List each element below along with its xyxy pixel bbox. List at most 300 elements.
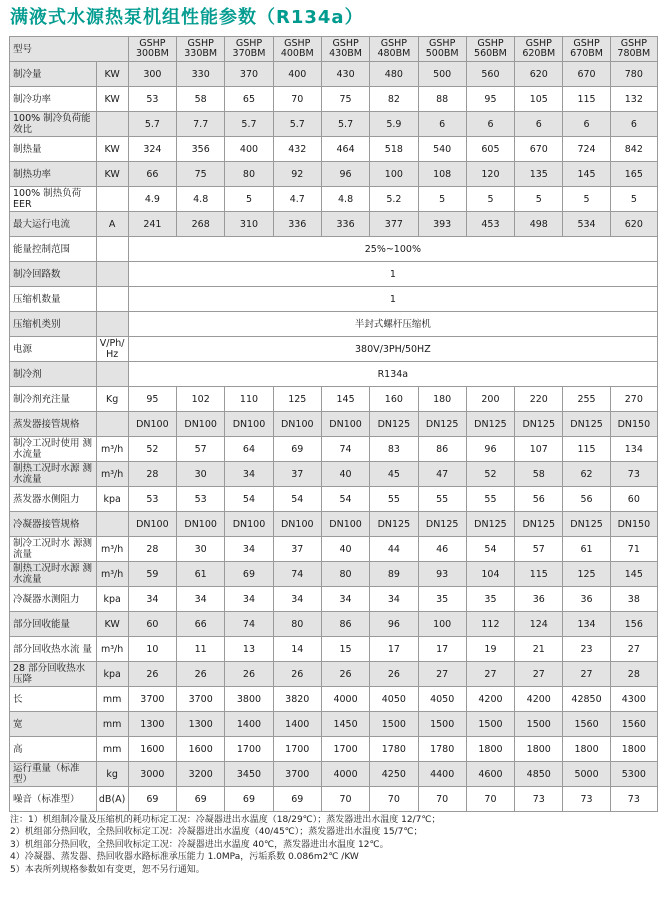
value-cell: 534 bbox=[563, 212, 610, 237]
value-cell: 1400 bbox=[225, 712, 273, 737]
table-row bbox=[10, 337, 658, 362]
table-row bbox=[10, 187, 658, 212]
value-cell: DN100 bbox=[321, 412, 369, 437]
row-label: 28 部分回收热水 压降 bbox=[10, 662, 97, 687]
value-cell: 34 bbox=[273, 587, 321, 612]
value-cell: 5 bbox=[515, 187, 563, 212]
value-cell: 70 bbox=[273, 87, 321, 112]
table-row bbox=[10, 487, 658, 512]
table-row bbox=[10, 137, 658, 162]
row-unit bbox=[96, 287, 128, 312]
value-cell: 69 bbox=[273, 787, 321, 812]
model-header-cell: GSHP 780BM bbox=[610, 37, 657, 62]
value-cell: 70 bbox=[370, 787, 418, 812]
value-cell: 100 bbox=[418, 612, 466, 637]
row-label: 制冷工况时水 源测流量 bbox=[10, 537, 97, 562]
value-cell: 842 bbox=[610, 137, 657, 162]
value-cell: DN125 bbox=[563, 512, 610, 537]
row-unit: kpa bbox=[96, 662, 128, 687]
merged-value-cell: 25%~100% bbox=[128, 237, 657, 262]
row-label: 电源 bbox=[10, 337, 97, 362]
value-cell: 1450 bbox=[321, 712, 369, 737]
value-cell: 145 bbox=[321, 387, 369, 412]
model-header-cell: GSHP 500BM bbox=[418, 37, 466, 62]
table-row bbox=[10, 112, 658, 137]
footnotes bbox=[10, 814, 658, 876]
value-cell: 5.2 bbox=[370, 187, 418, 212]
value-cell: 45 bbox=[370, 462, 418, 487]
value-cell: 69 bbox=[177, 787, 225, 812]
value-cell: 268 bbox=[177, 212, 225, 237]
value-cell: 4000 bbox=[321, 762, 369, 787]
value-cell: 66 bbox=[128, 162, 176, 187]
value-cell: 95 bbox=[466, 87, 514, 112]
row-label: 蒸发器水侧阻力 bbox=[10, 487, 97, 512]
value-cell: DN125 bbox=[370, 512, 418, 537]
value-cell: 5 bbox=[466, 187, 514, 212]
value-cell: 102 bbox=[177, 387, 225, 412]
value-cell: 100 bbox=[370, 162, 418, 187]
value-cell: 58 bbox=[177, 87, 225, 112]
value-cell: 377 bbox=[370, 212, 418, 237]
value-cell: 3800 bbox=[225, 687, 273, 712]
value-cell: 180 bbox=[418, 387, 466, 412]
value-cell: 88 bbox=[418, 87, 466, 112]
value-cell: 92 bbox=[273, 162, 321, 187]
table-row bbox=[10, 637, 658, 662]
value-cell: 73 bbox=[563, 787, 610, 812]
value-cell: 80 bbox=[225, 162, 273, 187]
table-row bbox=[10, 537, 658, 562]
value-cell: 53 bbox=[128, 87, 176, 112]
value-cell: 57 bbox=[177, 437, 225, 462]
value-cell: 34 bbox=[177, 587, 225, 612]
row-unit: dB(A) bbox=[96, 787, 128, 812]
table-row bbox=[10, 212, 658, 237]
value-cell: 47 bbox=[418, 462, 466, 487]
row-unit bbox=[96, 362, 128, 387]
model-header-row bbox=[10, 37, 658, 62]
note-line: 4）冷凝器、蒸发器、热回收器水路标准承压能力 1.0MPa，污垢系数 0.086m2℃ /KW bbox=[10, 852, 359, 863]
table-row bbox=[10, 87, 658, 112]
value-cell: 6 bbox=[418, 112, 466, 137]
row-unit bbox=[96, 112, 128, 137]
value-cell: 5.7 bbox=[225, 112, 273, 137]
value-cell: 4050 bbox=[418, 687, 466, 712]
value-cell: 30 bbox=[177, 537, 225, 562]
value-cell: 69 bbox=[128, 787, 176, 812]
row-label: 冷凝器接管规格 bbox=[10, 512, 97, 537]
row-unit: kg bbox=[96, 762, 128, 787]
row-unit: KW bbox=[96, 62, 128, 87]
value-cell: 120 bbox=[466, 162, 514, 187]
value-cell: 38 bbox=[610, 587, 657, 612]
row-label: 制冷工况时使用 测水流量 bbox=[10, 437, 97, 462]
table-row bbox=[10, 737, 658, 762]
row-unit: m³/h bbox=[96, 637, 128, 662]
value-cell: 21 bbox=[515, 637, 563, 662]
value-cell: 464 bbox=[321, 137, 369, 162]
value-cell: 96 bbox=[466, 437, 514, 462]
value-cell: 145 bbox=[610, 562, 657, 587]
value-cell: 73 bbox=[515, 787, 563, 812]
value-cell: 112 bbox=[466, 612, 514, 637]
value-cell: 255 bbox=[563, 387, 610, 412]
row-label: 压缩机数量 bbox=[10, 287, 97, 312]
value-cell: 3000 bbox=[128, 762, 176, 787]
row-unit bbox=[96, 237, 128, 262]
value-cell: 40 bbox=[321, 537, 369, 562]
value-cell: 132 bbox=[610, 87, 657, 112]
value-cell: 74 bbox=[225, 612, 273, 637]
note-line: 5）本表所列规格参数如有变更，恕不另行通知。 bbox=[10, 864, 205, 875]
table-row bbox=[10, 662, 658, 687]
value-cell: 1700 bbox=[273, 737, 321, 762]
value-cell: 4000 bbox=[321, 687, 369, 712]
value-cell: 400 bbox=[225, 137, 273, 162]
model-header-cell: GSHP 430BM bbox=[321, 37, 369, 62]
value-cell: 40 bbox=[321, 462, 369, 487]
row-unit bbox=[96, 187, 128, 212]
model-header-cell: GSHP 560BM bbox=[466, 37, 514, 62]
value-cell: 4050 bbox=[370, 687, 418, 712]
table-row bbox=[10, 762, 658, 787]
value-cell: 200 bbox=[466, 387, 514, 412]
value-cell: 1300 bbox=[128, 712, 176, 737]
table-row bbox=[10, 237, 658, 262]
value-cell: 370 bbox=[225, 62, 273, 87]
value-cell: 65 bbox=[225, 87, 273, 112]
value-cell: 28 bbox=[610, 662, 657, 687]
value-cell: DN100 bbox=[177, 412, 225, 437]
table-row bbox=[10, 62, 658, 87]
row-unit bbox=[96, 262, 128, 287]
value-cell: 10 bbox=[128, 637, 176, 662]
value-cell: 270 bbox=[610, 387, 657, 412]
value-cell: 1800 bbox=[563, 737, 610, 762]
value-cell: 17 bbox=[418, 637, 466, 662]
value-cell: 125 bbox=[563, 562, 610, 587]
value-cell: 336 bbox=[321, 212, 369, 237]
value-cell: 55 bbox=[370, 487, 418, 512]
value-cell: 62 bbox=[563, 462, 610, 487]
value-cell: 4200 bbox=[515, 687, 563, 712]
value-cell: 125 bbox=[273, 387, 321, 412]
value-cell: 70 bbox=[466, 787, 514, 812]
value-cell: 518 bbox=[370, 137, 418, 162]
row-label: 部分回收能量 bbox=[10, 612, 97, 637]
value-cell: DN100 bbox=[321, 512, 369, 537]
value-cell: 780 bbox=[610, 62, 657, 87]
value-cell: 1500 bbox=[418, 712, 466, 737]
value-cell: 70 bbox=[321, 787, 369, 812]
model-header-cell: GSHP 670BM bbox=[563, 37, 610, 62]
value-cell: 330 bbox=[177, 62, 225, 87]
value-cell: DN100 bbox=[177, 512, 225, 537]
row-label: 制冷量 bbox=[10, 62, 97, 87]
value-cell: 1600 bbox=[128, 737, 176, 762]
row-unit: KW bbox=[96, 162, 128, 187]
value-cell: DN125 bbox=[515, 412, 563, 437]
value-cell: 57 bbox=[515, 537, 563, 562]
value-cell: DN125 bbox=[515, 512, 563, 537]
note-line: 3）机组部分热回收，全热回收标定工况：冷凝器进出水温度 40℃，蒸发器进出水温度 12℃。 bbox=[10, 839, 389, 850]
value-cell: 74 bbox=[321, 437, 369, 462]
value-cell: 19 bbox=[466, 637, 514, 662]
value-cell: 4.7 bbox=[273, 187, 321, 212]
value-cell: 135 bbox=[515, 162, 563, 187]
value-cell: 26 bbox=[225, 662, 273, 687]
model-header-cell: GSHP 480BM bbox=[370, 37, 418, 62]
value-cell: 27 bbox=[466, 662, 514, 687]
value-cell: 1560 bbox=[610, 712, 657, 737]
value-cell: 3200 bbox=[177, 762, 225, 787]
value-cell: DN125 bbox=[418, 512, 466, 537]
value-cell: 110 bbox=[225, 387, 273, 412]
value-cell: 30 bbox=[177, 462, 225, 487]
value-cell: 73 bbox=[610, 462, 657, 487]
row-unit: KW bbox=[96, 87, 128, 112]
value-cell: 60 bbox=[128, 612, 176, 637]
value-cell: 13 bbox=[225, 637, 273, 662]
row-unit: mm bbox=[96, 737, 128, 762]
value-cell: 73 bbox=[610, 787, 657, 812]
value-cell: 400 bbox=[273, 62, 321, 87]
value-cell: 4850 bbox=[515, 762, 563, 787]
merged-value-cell: 1 bbox=[128, 262, 657, 287]
value-cell: 7.7 bbox=[177, 112, 225, 137]
value-cell: 5 bbox=[225, 187, 273, 212]
value-cell: 5.7 bbox=[273, 112, 321, 137]
value-cell: 1800 bbox=[515, 737, 563, 762]
value-cell: 82 bbox=[370, 87, 418, 112]
value-cell: 26 bbox=[321, 662, 369, 687]
row-label: 能量控制范围 bbox=[10, 237, 97, 262]
row-label: 最大运行电流 bbox=[10, 212, 97, 237]
value-cell: 3450 bbox=[225, 762, 273, 787]
value-cell: 69 bbox=[225, 787, 273, 812]
value-cell: 1700 bbox=[225, 737, 273, 762]
value-cell: 1800 bbox=[610, 737, 657, 762]
value-cell: 58 bbox=[515, 462, 563, 487]
value-cell: 670 bbox=[563, 62, 610, 87]
row-unit: mm bbox=[96, 712, 128, 737]
row-label: 宽 bbox=[10, 712, 97, 737]
value-cell: 54 bbox=[321, 487, 369, 512]
value-cell: 36 bbox=[515, 587, 563, 612]
row-label: 制热工况时水源 测水流量 bbox=[10, 562, 97, 587]
value-cell: 3700 bbox=[128, 687, 176, 712]
value-cell: DN100 bbox=[128, 412, 176, 437]
value-cell: 26 bbox=[177, 662, 225, 687]
value-cell: 605 bbox=[466, 137, 514, 162]
value-cell: 4600 bbox=[466, 762, 514, 787]
value-cell: 6 bbox=[515, 112, 563, 137]
row-unit: kpa bbox=[96, 487, 128, 512]
value-cell: 3820 bbox=[273, 687, 321, 712]
row-label: 冷凝器水测阻力 bbox=[10, 587, 97, 612]
value-cell: 69 bbox=[225, 562, 273, 587]
value-cell: 134 bbox=[610, 437, 657, 462]
row-label: 制热工况时水源 测水流量 bbox=[10, 462, 97, 487]
value-cell: 105 bbox=[515, 87, 563, 112]
value-cell: DN150 bbox=[610, 412, 657, 437]
value-cell: 53 bbox=[177, 487, 225, 512]
value-cell: 145 bbox=[563, 162, 610, 187]
value-cell: 5 bbox=[418, 187, 466, 212]
table-row bbox=[10, 312, 658, 337]
value-cell: 300 bbox=[128, 62, 176, 87]
row-label: 制热功率 bbox=[10, 162, 97, 187]
value-cell: 61 bbox=[177, 562, 225, 587]
row-unit: mm bbox=[96, 687, 128, 712]
value-cell: 5 bbox=[563, 187, 610, 212]
row-unit: Kg bbox=[96, 387, 128, 412]
value-cell: 220 bbox=[515, 387, 563, 412]
value-cell: 4300 bbox=[610, 687, 657, 712]
merged-value-cell: R134a bbox=[128, 362, 657, 387]
value-cell: 86 bbox=[321, 612, 369, 637]
row-unit: m³/h bbox=[96, 462, 128, 487]
value-cell: DN100 bbox=[225, 412, 273, 437]
table-row bbox=[10, 512, 658, 537]
value-cell: 54 bbox=[273, 487, 321, 512]
value-cell: DN100 bbox=[273, 412, 321, 437]
value-cell: 96 bbox=[370, 612, 418, 637]
row-label: 部分回收热水流 量 bbox=[10, 637, 97, 662]
value-cell: DN125 bbox=[418, 412, 466, 437]
value-cell: 724 bbox=[563, 137, 610, 162]
value-cell: 44 bbox=[370, 537, 418, 562]
value-cell: 34 bbox=[225, 587, 273, 612]
value-cell: DN125 bbox=[466, 412, 514, 437]
value-cell: 54 bbox=[225, 487, 273, 512]
value-cell: 27 bbox=[563, 662, 610, 687]
value-cell: 1400 bbox=[273, 712, 321, 737]
value-cell: 93 bbox=[418, 562, 466, 587]
row-unit: A bbox=[96, 212, 128, 237]
value-cell: 27 bbox=[418, 662, 466, 687]
value-cell: 310 bbox=[225, 212, 273, 237]
value-cell: 620 bbox=[610, 212, 657, 237]
row-unit bbox=[96, 412, 128, 437]
value-cell: 34 bbox=[128, 587, 176, 612]
row-unit: KW bbox=[96, 612, 128, 637]
value-cell: 1500 bbox=[515, 712, 563, 737]
table-row bbox=[10, 162, 658, 187]
value-cell: 124 bbox=[515, 612, 563, 637]
value-cell: 64 bbox=[225, 437, 273, 462]
value-cell: 430 bbox=[321, 62, 369, 87]
value-cell: 36 bbox=[563, 587, 610, 612]
value-cell: 56 bbox=[515, 487, 563, 512]
value-cell: 156 bbox=[610, 612, 657, 637]
row-unit bbox=[96, 512, 128, 537]
value-cell: 52 bbox=[128, 437, 176, 462]
table-row bbox=[10, 687, 658, 712]
value-cell: 324 bbox=[128, 137, 176, 162]
note-line: 注：1）机组制冷量及压缩机的耗功标定工况：冷凝器进出水温度（18/29℃）；蒸发器进出水温度 12/7℃； bbox=[10, 815, 441, 825]
value-cell: 4.8 bbox=[177, 187, 225, 212]
table-row bbox=[10, 437, 658, 462]
row-unit bbox=[96, 312, 128, 337]
value-cell: DN150 bbox=[610, 512, 657, 537]
value-cell: 75 bbox=[321, 87, 369, 112]
value-cell: 23 bbox=[563, 637, 610, 662]
value-cell: 4250 bbox=[370, 762, 418, 787]
value-cell: 54 bbox=[466, 537, 514, 562]
table-row bbox=[10, 612, 658, 637]
row-label: 100% 制冷负荷能效比 bbox=[10, 112, 97, 137]
value-cell: 115 bbox=[515, 562, 563, 587]
value-cell: 74 bbox=[273, 562, 321, 587]
value-cell: 42850 bbox=[563, 687, 610, 712]
value-cell: 1500 bbox=[370, 712, 418, 737]
value-cell: 498 bbox=[515, 212, 563, 237]
value-cell: 37 bbox=[273, 537, 321, 562]
model-header-cell: GSHP 300BM bbox=[128, 37, 176, 62]
value-cell: 6 bbox=[466, 112, 514, 137]
value-cell: 35 bbox=[418, 587, 466, 612]
value-cell: 86 bbox=[418, 437, 466, 462]
value-cell: 15 bbox=[321, 637, 369, 662]
value-cell: 69 bbox=[273, 437, 321, 462]
value-cell: 5.9 bbox=[370, 112, 418, 137]
row-unit: kpa bbox=[96, 587, 128, 612]
row-unit: m³/h bbox=[96, 437, 128, 462]
value-cell: 3700 bbox=[177, 687, 225, 712]
value-cell: 61 bbox=[563, 537, 610, 562]
value-cell: 1780 bbox=[370, 737, 418, 762]
value-cell: 35 bbox=[466, 587, 514, 612]
model-header-cell: GSHP 400BM bbox=[273, 37, 321, 62]
value-cell: 27 bbox=[610, 637, 657, 662]
row-unit: m³/h bbox=[96, 562, 128, 587]
value-cell: 28 bbox=[128, 537, 176, 562]
value-cell: 71 bbox=[610, 537, 657, 562]
value-cell: 11 bbox=[177, 637, 225, 662]
value-cell: 453 bbox=[466, 212, 514, 237]
value-cell: 6 bbox=[563, 112, 610, 137]
note-line: 2）机组部分热回收，全热回收标定工况：冷凝器进出水温度（40/45℃）；蒸发器进出水温度 15/7℃； bbox=[10, 827, 423, 838]
value-cell: 134 bbox=[563, 612, 610, 637]
row-unit: KW bbox=[96, 137, 128, 162]
table-row bbox=[10, 287, 658, 312]
row-label: 制热量 bbox=[10, 137, 97, 162]
value-cell: DN100 bbox=[128, 512, 176, 537]
value-cell: 5000 bbox=[563, 762, 610, 787]
value-cell: 26 bbox=[273, 662, 321, 687]
value-cell: 80 bbox=[321, 562, 369, 587]
row-unit: V/Ph/ Hz bbox=[96, 337, 128, 362]
value-cell: 104 bbox=[466, 562, 514, 587]
value-cell: 60 bbox=[610, 487, 657, 512]
value-cell: 432 bbox=[273, 137, 321, 162]
value-cell: 34 bbox=[225, 537, 273, 562]
model-header-cell: GSHP 370BM bbox=[225, 37, 273, 62]
value-cell: 53 bbox=[128, 487, 176, 512]
value-cell: 4400 bbox=[418, 762, 466, 787]
value-cell: 1780 bbox=[418, 737, 466, 762]
merged-value-cell: 半封式螺杆压缩机 bbox=[128, 312, 657, 337]
value-cell: 52 bbox=[466, 462, 514, 487]
row-label: 长 bbox=[10, 687, 97, 712]
value-cell: 56 bbox=[563, 487, 610, 512]
value-cell: 95 bbox=[128, 387, 176, 412]
value-cell: DN100 bbox=[273, 512, 321, 537]
page-title: 满液式水源热泵机组性能参数（R134a） bbox=[10, 7, 364, 28]
value-cell: 165 bbox=[610, 162, 657, 187]
